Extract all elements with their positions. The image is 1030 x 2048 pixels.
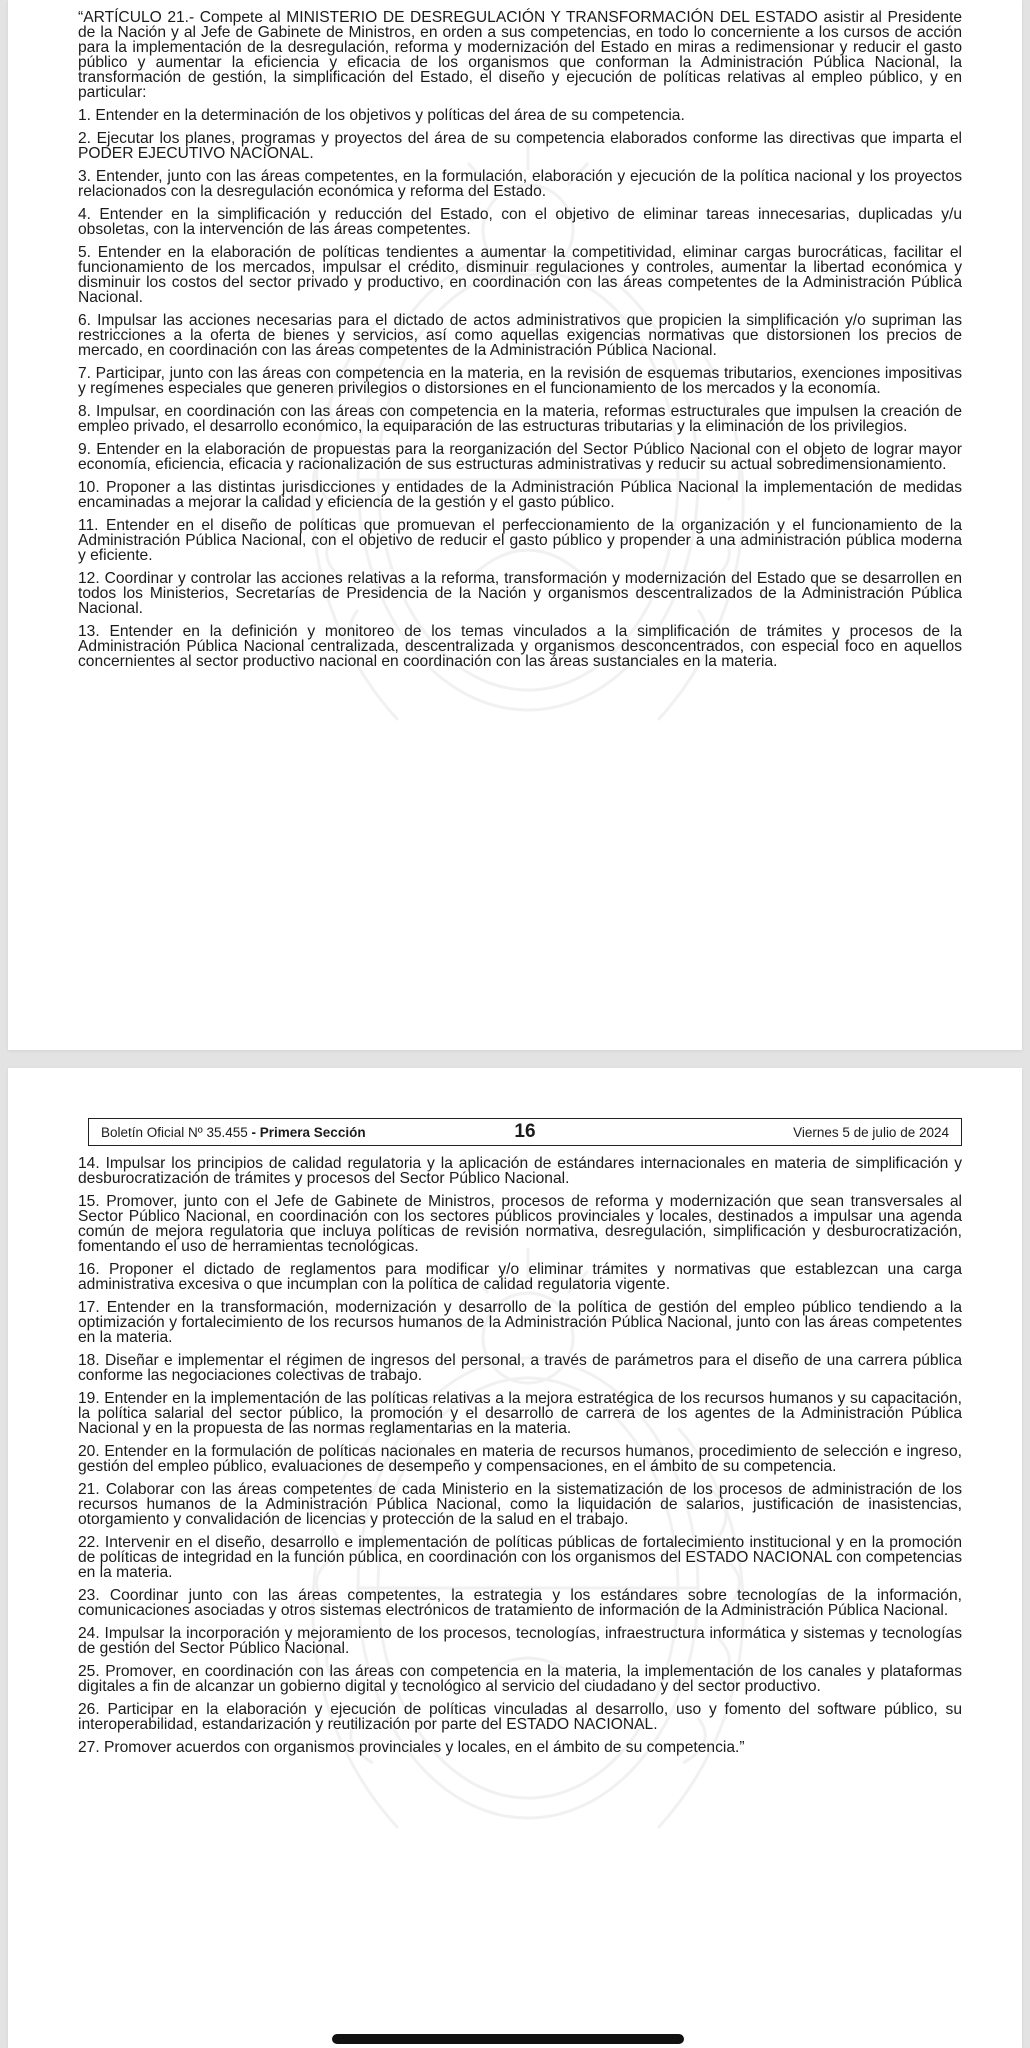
list-item: 3. Entender, junto con las áreas competentes, en la formulación, elaboración y ejecución de la política nacional y los proyectos relacionados con la desregulación económica y reforma del Estado. <box>78 168 962 200</box>
bulletin-header <box>88 1118 962 1146</box>
page-2-body <box>8 1146 1022 1755</box>
document-page-1 <box>8 0 1022 1050</box>
list-item: 12. Coordinar y controlar las acciones relativas a la reforma, transformación y modernización del Estado que se desarrollen en todos los Ministerios, Secretarías de Presidencia de la Nación y organismos descentralizados de la Administración Pública Nacional. <box>78 570 962 617</box>
list-item: 5. Entender en la elaboración de políticas tendientes a aumentar la competitividad, eliminar cargas burocráticas, facilitar el funcionamiento de los mercados, impulsar el crédito, disminuir regulaciones y controles, aumentar la libertad económica y disminuir los costos del sector privado y productivo, en coordinación con las áreas competentes de la Administración Pública Nacional. <box>78 244 962 306</box>
list-item: 4. Entender en la simplificación y reducción del Estado, con el objetivo de eliminar tareas innecesarias, duplicadas y/u obsoletas, con la intervención de las áreas competentes. <box>78 206 962 238</box>
list-item: 27. Promover acuerdos con organismos provinciales y locales, en el ámbito de su competencia.” <box>78 1739 745 1756</box>
list-item: 24. Impulsar la incorporación y mejoramiento de los procesos, tecnologías, infraestructura informática y sistemas y tecnologías de gestión del Sector Público Nacional. <box>78 1625 962 1657</box>
list-item: 19. Entender en la implementación de las políticas relativas a la mejora estratégica de los recursos humanos y su capacitación, la política salarial del sector público, la promoción y el desarrollo de carrera de los agentes de la Administración Pública Nacional y en la propuesta de las normas reglamentarias en la materia. <box>78 1390 962 1437</box>
list-item: 2. Ejecutar los planes, programas y proyectos del área de su competencia elaborados conforme las directivas que imparta el PODER EJECUTIVO NACIONAL. <box>78 130 962 162</box>
list-item: 20. Entender en la formulación de políticas nacionales en materia de recursos humanos, procedimiento de selección e ingreso, gestión del empleo público, evaluaciones de desempeño y compensaciones, en el ámbito de su competencia. <box>78 1443 962 1475</box>
list-item: 17. Entender en la transformación, modernización y desarrollo de la política de gestión del empleo público tendiendo a la optimización y fortalecimiento de los recursos humanos de la Administración Pública Nacional, junto con las áreas competentes en la materia. <box>78 1299 962 1346</box>
list-item: 23. Coordinar junto con las áreas competentes, la estrategia y los estándares sobre tecnologías de la información, comunicaciones asociadas y otros sistemas electrónicos de tratamiento de información de la Administración Pública Nacional. <box>78 1587 962 1619</box>
document-page-2 <box>8 1068 1022 2048</box>
list-item: 11. Entender en el diseño de políticas que promuevan el perfeccionamiento de la organización y el funcionamiento de la Administración Pública Nacional, con el objetivo de reducir el gasto público y propender a una administración pública moderna y eficiente. <box>78 517 962 564</box>
list-item: 21. Colaborar con las áreas competentes de cada Ministerio en la sistematización de los procesos de administración de los recursos humanos de la Administración Pública Nacional, como la liquidación de salarios, justificación de inasistencias, otorgamiento y convalidación de licencias y protección de la salud en el trabajo. <box>78 1481 962 1528</box>
list-item: 10. Proponer a las distintas jurisdicciones y entidades de la Administración Pública Nacional la implementación de medidas encaminadas a mejorar la calidad y eficiencia de la gestión y el gasto público. <box>78 479 962 511</box>
list-item: 13. Entender en la definición y monitoreo de los temas vinculados a la simplificación de trámites y procesos de la Administración Pública Nacional centralizada, descentralizada y organismos desconcentrados, con especial foco en aquellos concernientes al sector productivo nacional en coordinación con las áreas sustanciales en la materia. <box>78 623 962 670</box>
list-item: 9. Entender en la elaboración de propuestas para la reorganización del Sector Público Nacional con el objeto de lograr mayor economía, eficiencia, eficacia y racionalización de sus estructuras administrativas y reducir su actual sobredimensionamiento. <box>78 441 962 473</box>
list-item: 22. Intervenir en el diseño, desarrollo e implementación de políticas públicas de fortalecimiento institucional y en la promoción de políticas de integridad en la función pública, en coordinación con los organismos del ESTADO NACIONAL con competencias en la materia. <box>78 1534 962 1581</box>
page-number: 16 <box>514 1121 536 1142</box>
list-item: 18. Diseñar e implementar el régimen de ingresos del personal, a través de parámetros para el diseño de una carrera pública conforme las negociaciones colectivas de trabajo. <box>78 1352 962 1384</box>
section-name: - Primera Sección <box>247 1124 366 1140</box>
home-indicator-bar[interactable] <box>332 2034 684 2044</box>
list-item: 14. Impulsar los principios de calidad regulatoria y la aplicación de estándares internacionales en materia de simplificación y desburocratización de trámites y procesos del Sector Público Nacional. <box>78 1155 962 1187</box>
list-item: 15. Promover, junto con el Jefe de Gabinete de Ministros, procesos de reforma y modernización que sean transversales al Sector Público Nacional, en coordinación con los sectores públicos provinciales y locales, destinados a impulsar una agenda común de mejora regulatoria que incluya políticas de revisión normativa, desregulación, simplificación y desburocratización, fomentando el uso de herramientas tecnológicas. <box>78 1193 962 1255</box>
list-item: 8. Impulsar, en coordinación con las áreas con competencia en la materia, reformas estructurales que impulsen la creación de empleo privado, el desarrollo económico, la equiparación de las estructuras tributarias y la eliminación de los privilegios. <box>78 403 962 435</box>
list-item: 26. Participar en la elaboración y ejecución de políticas vinculadas al desarrollo, uso y fomento del software público, su interoperabilidad, estandarización y reutilización por parte del ESTADO NACIONAL. <box>78 1701 962 1733</box>
list-item: 25. Promover, en coordinación con las áreas con competencia en la materia, la implementación de los canales y plataformas digitales a fin de alcanzar un gobierno digital y tecnológico al servicio del ciudadano y del sector productivo. <box>78 1663 962 1695</box>
list-item: 16. Proponer el dictado de reglamentos para modificar y/o eliminar trámites y normativas que establezcan una carga administrativa excesiva o que incumplan con la política de calidad regulatoria vigente. <box>78 1261 962 1293</box>
list-item: 6. Impulsar las acciones necesarias para el dictado de actos administrativos que propicien la simplificación y/o supriman las restricciones a la oferta de bienes y servicios, así como aquellas exigencias normativas que distorsionen los precios de mercado, en coordinación con las áreas competentes de la Administración Pública Nacional. <box>78 312 962 359</box>
list-item: 1. Entender en la determinación de los objetivos y políticas del área de su competencia. <box>78 107 685 124</box>
list-item: 7. Participar, junto con las áreas con competencia en la materia, en la revisión de esquemas tributarios, exenciones impositivas y regímenes especiales que generen privilegios o distorsiones en el funcionamiento de los mercados y la economía. <box>78 365 962 397</box>
publication-date: Viernes 5 de julio de 2024 <box>793 1124 949 1140</box>
publication-name: Boletín Oficial Nº 35.455 <box>101 1124 248 1140</box>
bulletin-title <box>101 1125 366 1140</box>
page-1-body <box>8 0 1022 669</box>
article-intro: “ARTÍCULO 21.- Compete al MINISTERIO DE DESREGULACIÓN Y TRANSFORMACIÓN DEL ESTADO asistir al Presidente de la Nación y al Jefe de Gabinete de Ministros, en orden a sus competencias, en todo lo concerniente a los cursos de acción para la implementación de la desregulación, reforma y modernización del Estado en miras a redimensionar y reducir el gasto público y aumentar la eficiencia y eficacia de los organismos que conforman la Administración Pública Nacional, la transformación de gestión, la simplificación del Estado, el diseño y ejecución de políticas relativas al empleo público, y en particular: <box>78 9 962 101</box>
